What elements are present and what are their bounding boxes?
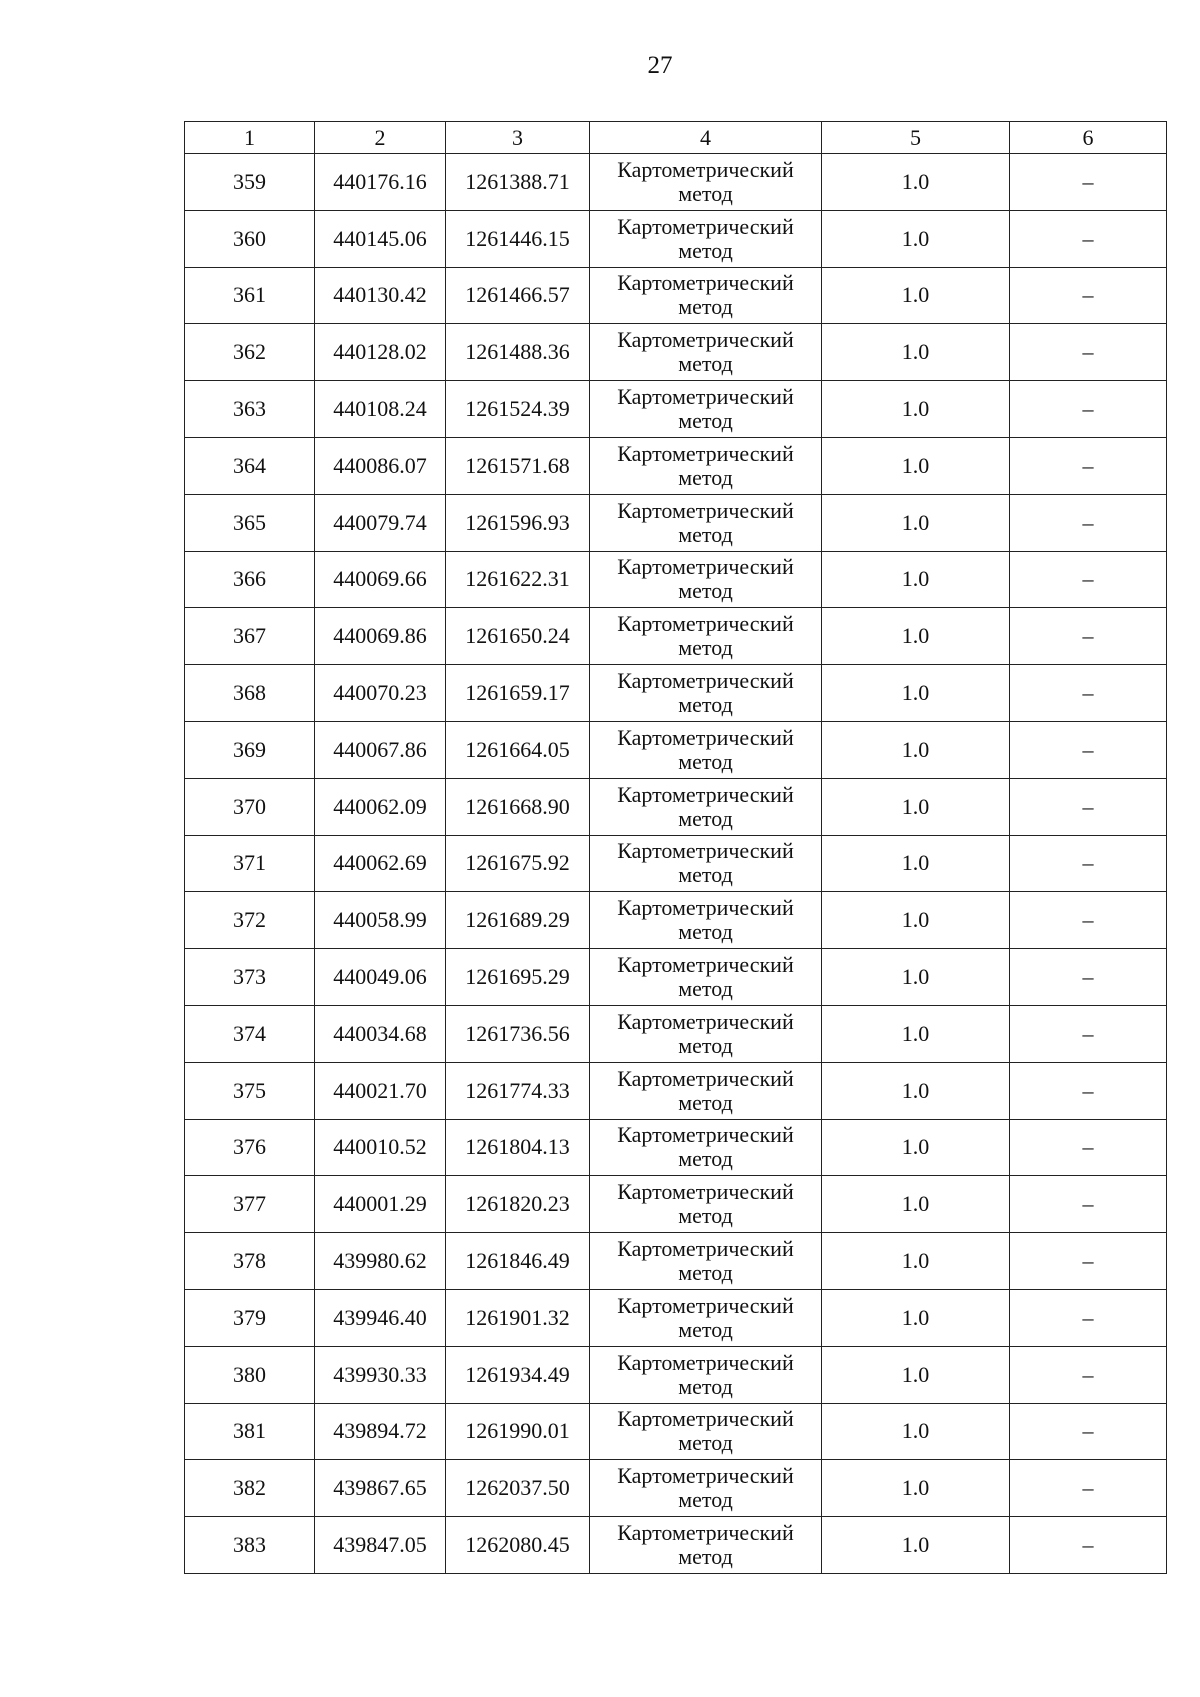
point-number-cell: 373 [185,949,315,1006]
method-cell [590,1289,822,1346]
accuracy-cell: 1.0 [822,1176,1010,1233]
x-coordinate-cell: 440079.74 [315,494,446,551]
method-text-line2: метод [678,351,733,377]
x-coordinate-cell: 439930.33 [315,1346,446,1403]
method-cell [590,1346,822,1403]
y-coordinate-cell: 1261774.33 [446,1062,590,1119]
table-row [185,437,1167,494]
method-text-line1: Картометрический [617,895,794,921]
x-coordinate-cell: 440021.70 [315,1062,446,1119]
accuracy-cell: 1.0 [822,835,1010,892]
x-coordinate-cell: 440067.86 [315,721,446,778]
method-text-line2: метод [678,976,733,1002]
method-text-line2: метод [678,805,733,831]
header-row [185,122,1167,154]
accuracy-cell: 1.0 [822,551,1010,608]
method-text-line1: Картометрический [617,952,794,978]
method-text-line1: Картометрический [617,1179,794,1205]
method-cell [590,665,822,722]
method-text-line1: Картометрический [617,1236,794,1262]
method-text-line1: Картометрический [617,1292,794,1318]
method-text-line2: метод [678,1373,733,1399]
method-text-line1: Картометрический [617,724,794,750]
y-coordinate-cell: 1261659.17 [446,665,590,722]
method-cell [590,721,822,778]
accuracy-cell: 1.0 [822,1005,1010,1062]
accuracy-cell: 1.0 [822,1460,1010,1517]
method-cell [590,1062,822,1119]
accuracy-cell: 1.0 [822,721,1010,778]
point-number-cell: 361 [185,267,315,324]
method-cell [590,1119,822,1176]
note-cell: – [1010,892,1167,949]
table-header [185,122,1167,154]
y-coordinate-cell: 1261675.92 [446,835,590,892]
method-cell [590,381,822,438]
page-number: 27 [647,52,673,79]
method-cell [590,835,822,892]
point-number-cell: 374 [185,1005,315,1062]
accuracy-cell: 1.0 [822,154,1010,211]
table-row [185,1005,1167,1062]
point-number-cell: 363 [185,381,315,438]
method-cell [590,949,822,1006]
y-coordinate-cell: 1261820.23 [446,1176,590,1233]
accuracy-cell: 1.0 [822,324,1010,381]
y-coordinate-cell: 1261990.01 [446,1403,590,1460]
table-row [185,494,1167,551]
method-cell [590,1233,822,1290]
method-text-line2: метод [678,578,733,604]
accuracy-cell: 1.0 [822,1289,1010,1346]
y-coordinate-cell: 1261901.32 [446,1289,590,1346]
note-cell: – [1010,1176,1167,1233]
note-cell: – [1010,551,1167,608]
note-cell: – [1010,721,1167,778]
table-row [185,721,1167,778]
note-cell: – [1010,778,1167,835]
point-number-cell: 378 [185,1233,315,1290]
point-number-cell: 371 [185,835,315,892]
accuracy-cell: 1.0 [822,1062,1010,1119]
table-row [185,1119,1167,1176]
y-coordinate-cell: 1262037.50 [446,1460,590,1517]
x-coordinate-cell: 440086.07 [315,437,446,494]
table-row [185,1346,1167,1403]
method-text-line1: Картометрический [617,611,794,637]
method-cell [590,1517,822,1574]
accuracy-cell: 1.0 [822,778,1010,835]
note-cell: – [1010,949,1167,1006]
method-text-line1: Картометрический [617,497,794,523]
table-row [185,949,1167,1006]
method-text-line2: метод [678,464,733,490]
method-text-line2: метод [678,1544,733,1570]
x-coordinate-cell: 440130.42 [315,267,446,324]
point-number-cell: 376 [185,1119,315,1176]
table-row [185,1233,1167,1290]
point-number-cell: 381 [185,1403,315,1460]
table-row [185,665,1167,722]
method-text-line1: Картометрический [617,440,794,466]
accuracy-cell: 1.0 [822,210,1010,267]
y-coordinate-cell: 1261846.49 [446,1233,590,1290]
point-number-cell: 360 [185,210,315,267]
method-text-line1: Картометрический [617,1520,794,1546]
method-text-line2: метод [678,408,733,434]
x-coordinate-cell: 440062.69 [315,835,446,892]
x-coordinate-cell: 440176.16 [315,154,446,211]
table-row [185,835,1167,892]
header-cell-6: 6 [1010,122,1167,154]
method-text-line1: Картометрический [617,1065,794,1091]
note-cell: – [1010,1403,1167,1460]
method-cell [590,1460,822,1517]
table-row [185,608,1167,665]
method-text-line2: метод [678,862,733,888]
method-text-line1: Картометрический [617,384,794,410]
method-cell [590,778,822,835]
point-number-cell: 375 [185,1062,315,1119]
point-number-cell: 372 [185,892,315,949]
method-text-line2: метод [678,237,733,263]
header-cell-5: 5 [822,122,1010,154]
method-text-line2: метод [678,748,733,774]
note-cell: – [1010,1119,1167,1176]
note-cell: – [1010,210,1167,267]
point-number-cell: 383 [185,1517,315,1574]
table-row [185,1517,1167,1574]
method-cell [590,494,822,551]
note-cell: – [1010,1233,1167,1290]
method-text-line2: метод [678,1146,733,1172]
header-cell-1: 1 [185,122,315,154]
method-text-line1: Картометрический [617,327,794,353]
table-row [185,324,1167,381]
point-number-cell: 377 [185,1176,315,1233]
accuracy-cell: 1.0 [822,1119,1010,1176]
table-row [185,778,1167,835]
table-row [185,1176,1167,1233]
point-number-cell: 364 [185,437,315,494]
method-text-line1: Картометрический [617,270,794,296]
table-row [185,1289,1167,1346]
x-coordinate-cell: 439980.62 [315,1233,446,1290]
y-coordinate-cell: 1261668.90 [446,778,590,835]
accuracy-cell: 1.0 [822,1403,1010,1460]
x-coordinate-cell: 439847.05 [315,1517,446,1574]
table-row [185,381,1167,438]
method-cell [590,154,822,211]
point-number-cell: 382 [185,1460,315,1517]
y-coordinate-cell: 1261622.31 [446,551,590,608]
x-coordinate-cell: 439867.65 [315,1460,446,1517]
method-text-line2: метод [678,1430,733,1456]
x-coordinate-cell: 440062.09 [315,778,446,835]
x-coordinate-cell: 440108.24 [315,381,446,438]
note-cell: – [1010,608,1167,665]
note-cell: – [1010,437,1167,494]
method-text-line2: метод [678,635,733,661]
table-row [185,551,1167,608]
note-cell: – [1010,1460,1167,1517]
method-text-line2: метод [678,1487,733,1513]
table-row [185,1062,1167,1119]
accuracy-cell: 1.0 [822,608,1010,665]
point-number-cell: 359 [185,154,315,211]
method-text-line2: метод [678,1089,733,1115]
table-row [185,1403,1167,1460]
note-cell: – [1010,1005,1167,1062]
method-cell [590,324,822,381]
accuracy-cell: 1.0 [822,267,1010,324]
method-text-line1: Картометрический [617,1122,794,1148]
method-text-line2: метод [678,1260,733,1286]
accuracy-cell: 1.0 [822,1346,1010,1403]
x-coordinate-cell: 440069.86 [315,608,446,665]
y-coordinate-cell: 1261736.56 [446,1005,590,1062]
x-coordinate-cell: 440010.52 [315,1119,446,1176]
method-text-line1: Картометрический [617,1406,794,1432]
x-coordinate-cell: 440128.02 [315,324,446,381]
method-text-line2: метод [678,1203,733,1229]
note-cell: – [1010,835,1167,892]
method-text-line1: Картометрический [617,1349,794,1375]
accuracy-cell: 1.0 [822,381,1010,438]
method-cell [590,437,822,494]
accuracy-cell: 1.0 [822,892,1010,949]
point-number-cell: 379 [185,1289,315,1346]
x-coordinate-cell: 440070.23 [315,665,446,722]
coordinates-table [184,121,1167,1574]
method-text-line2: метод [678,1316,733,1342]
x-coordinate-cell: 439894.72 [315,1403,446,1460]
y-coordinate-cell: 1261596.93 [446,494,590,551]
header-cell-4: 4 [590,122,822,154]
y-coordinate-cell: 1261695.29 [446,949,590,1006]
point-number-cell: 366 [185,551,315,608]
x-coordinate-cell: 439946.40 [315,1289,446,1346]
y-coordinate-cell: 1261664.05 [446,721,590,778]
method-cell [590,892,822,949]
x-coordinate-cell: 440058.99 [315,892,446,949]
note-cell: – [1010,1517,1167,1574]
method-cell [590,1403,822,1460]
method-text-line1: Картометрический [617,781,794,807]
accuracy-cell: 1.0 [822,1233,1010,1290]
accuracy-cell: 1.0 [822,494,1010,551]
y-coordinate-cell: 1262080.45 [446,1517,590,1574]
x-coordinate-cell: 440049.06 [315,949,446,1006]
method-text-line1: Картометрический [617,156,794,182]
note-cell: – [1010,267,1167,324]
header-cell-3: 3 [446,122,590,154]
table-row [185,267,1167,324]
method-text-line2: метод [678,180,733,206]
y-coordinate-cell: 1261388.71 [446,154,590,211]
method-cell [590,1176,822,1233]
point-number-cell: 365 [185,494,315,551]
accuracy-cell: 1.0 [822,949,1010,1006]
note-cell: – [1010,1062,1167,1119]
note-cell: – [1010,381,1167,438]
accuracy-cell: 1.0 [822,1517,1010,1574]
note-cell: – [1010,154,1167,211]
y-coordinate-cell: 1261571.68 [446,437,590,494]
note-cell: – [1010,1346,1167,1403]
point-number-cell: 369 [185,721,315,778]
x-coordinate-cell: 440034.68 [315,1005,446,1062]
y-coordinate-cell: 1261466.57 [446,267,590,324]
method-text-line2: метод [678,692,733,718]
point-number-cell: 370 [185,778,315,835]
x-coordinate-cell: 440069.66 [315,551,446,608]
method-cell [590,551,822,608]
accuracy-cell: 1.0 [822,665,1010,722]
point-number-cell: 362 [185,324,315,381]
method-cell [590,210,822,267]
note-cell: – [1010,1289,1167,1346]
method-text-line1: Картометрический [617,838,794,864]
method-text-line1: Картометрический [617,1463,794,1489]
table-row [185,210,1167,267]
y-coordinate-cell: 1261446.15 [446,210,590,267]
method-text-line1: Картометрический [617,668,794,694]
table-row [185,154,1167,211]
point-number-cell: 368 [185,665,315,722]
method-text-line1: Картометрический [617,213,794,239]
x-coordinate-cell: 440145.06 [315,210,446,267]
table-row [185,892,1167,949]
method-text-line2: метод [678,1032,733,1058]
y-coordinate-cell: 1261488.36 [446,324,590,381]
method-text-line1: Картометрический [617,554,794,580]
method-cell [590,1005,822,1062]
note-cell: – [1010,324,1167,381]
method-cell [590,608,822,665]
table-row [185,1460,1167,1517]
method-text-line2: метод [678,919,733,945]
method-text-line2: метод [678,521,733,547]
note-cell: – [1010,494,1167,551]
header-cell-2: 2 [315,122,446,154]
point-number-cell: 367 [185,608,315,665]
note-cell: – [1010,665,1167,722]
method-text-line2: метод [678,294,733,320]
table-body [185,154,1167,1574]
method-text-line1: Картометрический [617,1008,794,1034]
x-coordinate-cell: 440001.29 [315,1176,446,1233]
method-cell [590,267,822,324]
y-coordinate-cell: 1261804.13 [446,1119,590,1176]
y-coordinate-cell: 1261689.29 [446,892,590,949]
point-number-cell: 380 [185,1346,315,1403]
y-coordinate-cell: 1261934.49 [446,1346,590,1403]
y-coordinate-cell: 1261524.39 [446,381,590,438]
accuracy-cell: 1.0 [822,437,1010,494]
y-coordinate-cell: 1261650.24 [446,608,590,665]
